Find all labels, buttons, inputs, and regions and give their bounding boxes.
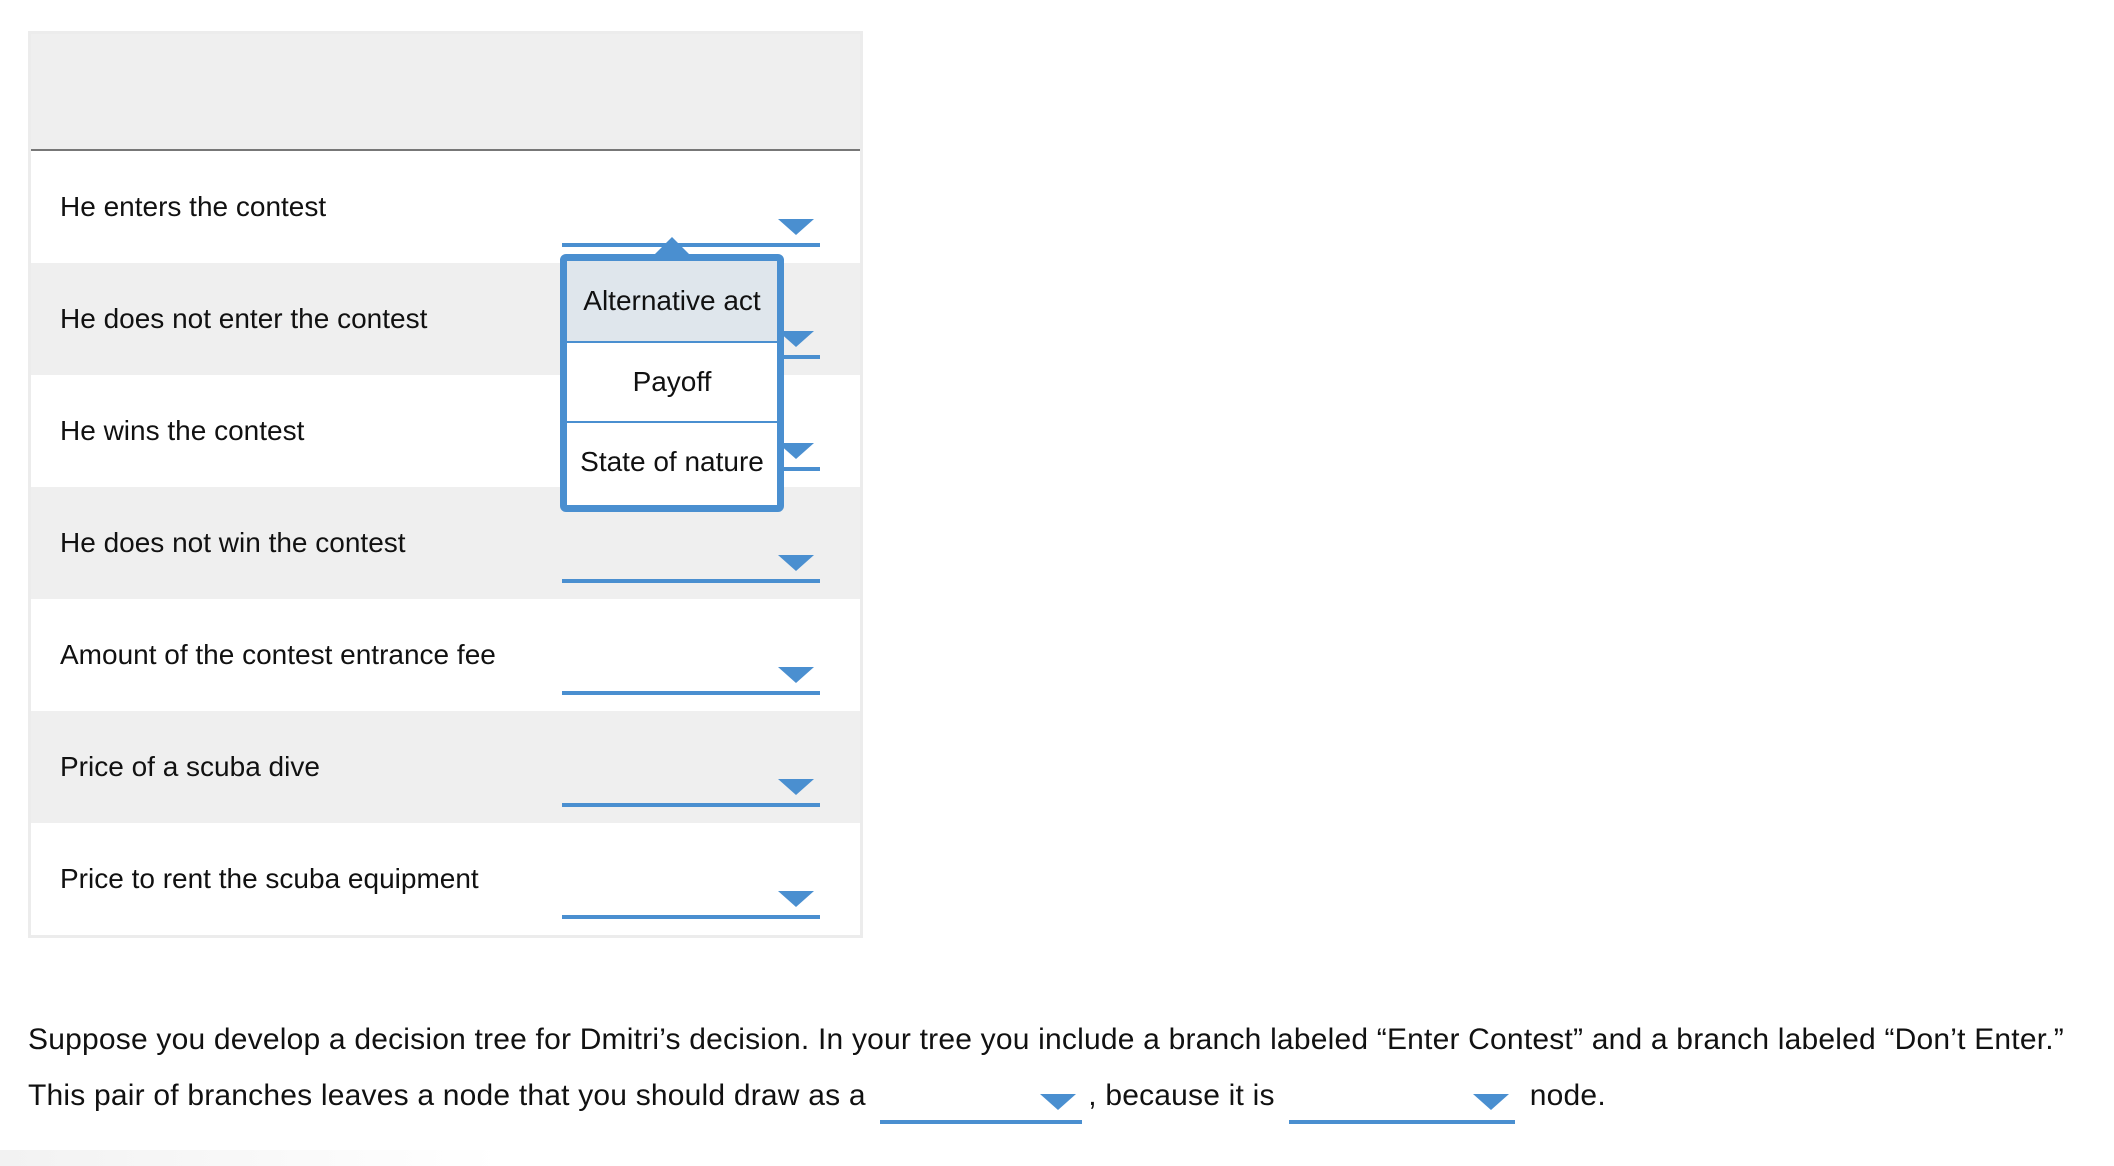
row-label: He enters the contest [60, 191, 327, 222]
row-label: Amount of the contest entrance fee [60, 639, 496, 670]
popup-pointer-icon [655, 237, 689, 254]
chevron-down-icon [778, 891, 814, 907]
node-type-dropdown[interactable] [880, 1078, 1082, 1124]
row-dropdown[interactable] [562, 199, 820, 247]
row-label: He does not win the contest [60, 527, 406, 558]
chevron-down-icon [778, 779, 814, 795]
chevron-down-icon [778, 667, 814, 683]
row-dropdown[interactable] [562, 871, 820, 919]
row-dropdown[interactable] [562, 535, 820, 583]
option-state-of-nature[interactable]: State of nature [567, 421, 777, 501]
row-label: Price to rent the scuba equipment [60, 863, 479, 894]
table-row [31, 711, 860, 823]
row-label: Price of a scuba dive [60, 751, 320, 782]
question-text [28, 1012, 2088, 1124]
option-alternative-act[interactable]: Alternative act [567, 261, 777, 341]
page-bottom-shade [0, 1150, 500, 1166]
question-text-part-3: node. [1529, 1079, 1606, 1112]
row-label: He wins the contest [60, 415, 305, 446]
question-text-part-1: Suppose you develop a decision tree for Dmitri’s decision. In your tree you include a branch labeled “Enter Contest” and a branch labeled “Don’t Enter.” This pair of branches leaves a node that you should draw as a [28, 1023, 2064, 1112]
node-reason-dropdown[interactable] [1289, 1078, 1515, 1124]
dropdown-popup [560, 254, 784, 512]
table-row [31, 599, 860, 711]
chevron-down-icon [1473, 1094, 1509, 1110]
row-label: He does not enter the contest [60, 303, 428, 334]
question-text-part-2: , because it is [1088, 1079, 1275, 1112]
option-payoff[interactable]: Payoff [567, 341, 777, 421]
chevron-down-icon [1040, 1094, 1076, 1110]
table-header [31, 34, 860, 151]
chevron-down-icon [778, 219, 814, 235]
chevron-down-icon [778, 555, 814, 571]
row-dropdown[interactable] [562, 759, 820, 807]
row-dropdown[interactable] [562, 647, 820, 695]
table-row [31, 151, 860, 263]
table-row [31, 823, 860, 935]
